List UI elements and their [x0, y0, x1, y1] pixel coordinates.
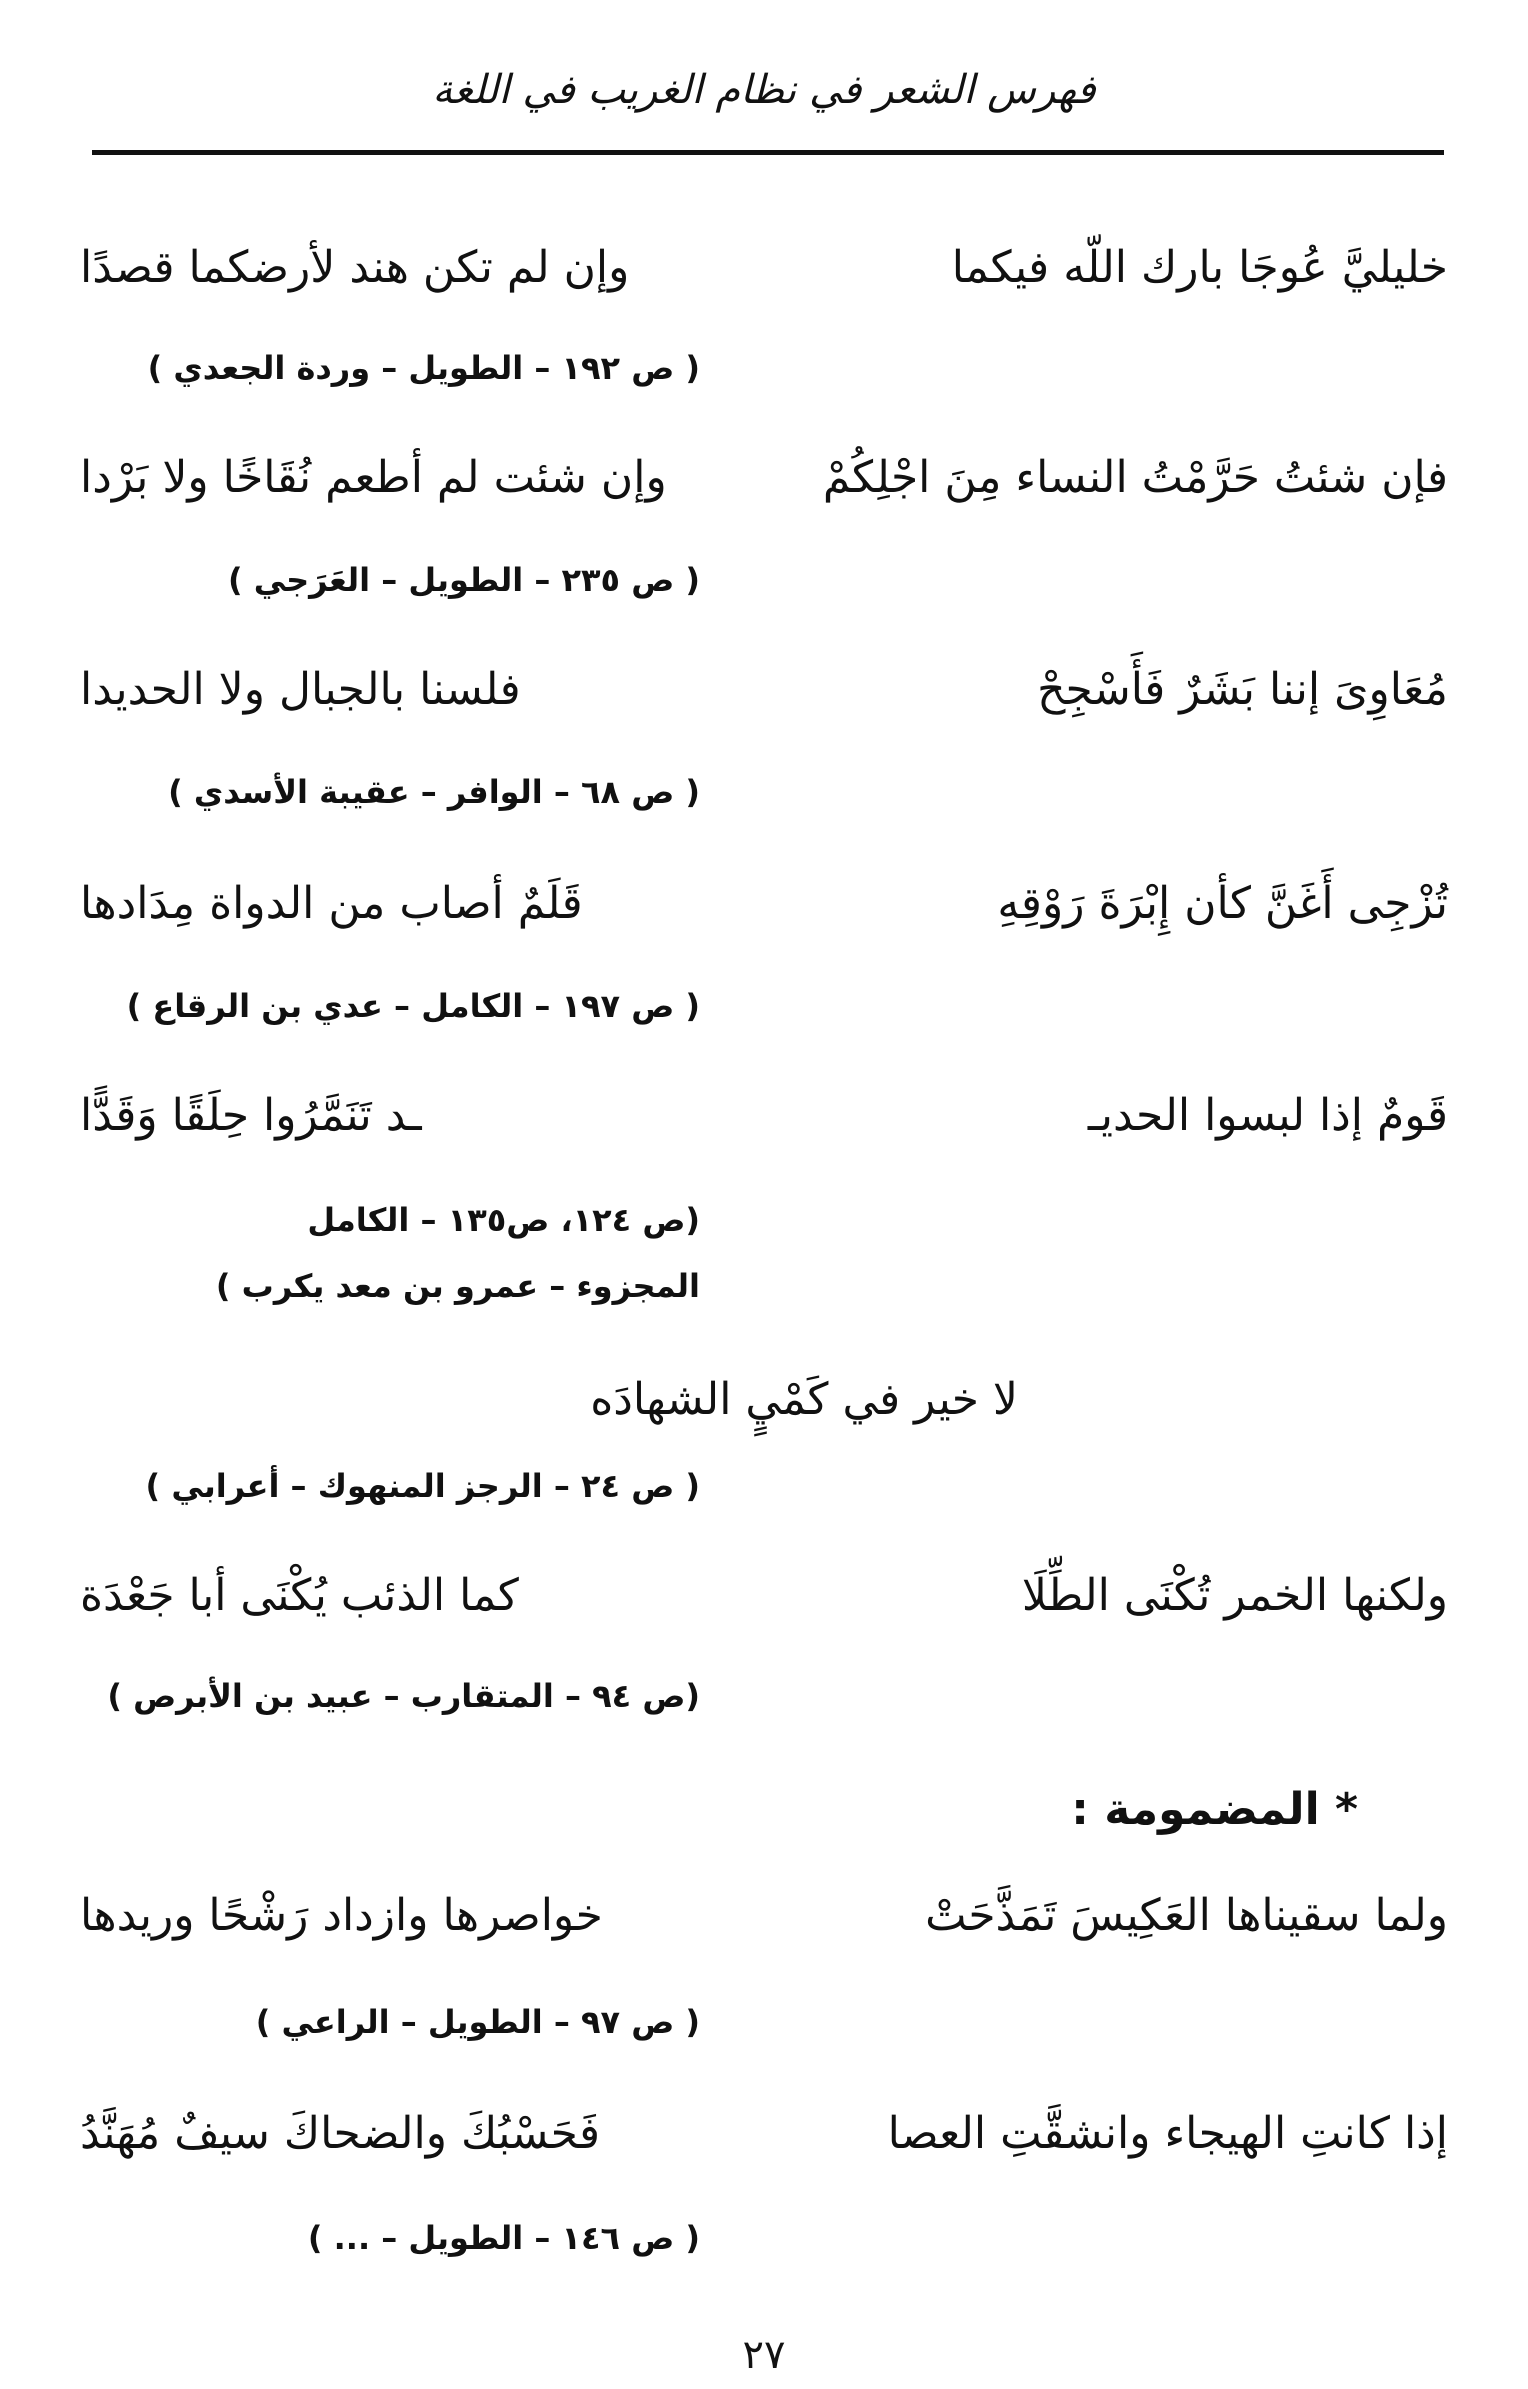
verse-6-first-hemistich: ولكنها الخمر تُكْنَى الطِّلَا [1021, 1570, 1448, 1621]
verse-4-reference: ( ص ١٩٧ – الكامل – عدي بن الرقاع ) [126, 987, 700, 1025]
verse-4-first-hemistich: تُزْجِى أَغَنَّ كأن إِبْرَةَ رَوْقِهِ [997, 878, 1448, 929]
verse-2-second-hemistich [80, 448, 700, 508]
verse-6-reference: (ص ٩٤ – المتقارب – عبيد بن الأبرص ) [107, 1677, 700, 1715]
verse-1-reference: ( ص ١٩٢ – الطويل – وردة الجعدي ) [147, 349, 700, 387]
verse-3-reference: ( ص ٦٨ – الوافر – عقيبة الأسدي ) [168, 773, 700, 811]
section-verse-2-first-hemistich: إذا كانتِ الهيجاء وانشقَّتِ العصا [887, 2108, 1448, 2159]
verse-1-first-hemistich: خليليَّ عُوجَا بارك اللّه فيكما [951, 242, 1448, 293]
section-verse-2-second-hemistich [80, 2104, 700, 2164]
section-verse-1-first-hemistich: ولما سقيناها العَكِيسَ تَمَذَّحَتْ [925, 1890, 1448, 1941]
verse-5-second-text: ـد تَنَمَّرُوا حِلَقًا وَقَدًّا [80, 1090, 422, 1141]
verse-3-first-hemistich: مُعَاوِىَ إننا بَشَرٌ فَأَسْجِحْ [1037, 664, 1448, 715]
verse-6-second-text: كما الذئب يُكْنَى أبا جَعْدَة [80, 1570, 519, 1621]
section-heading: * المضمومة : [1071, 1784, 1358, 1835]
verse-2-reference: ( ص ٢٣٥ – الطويل – العَرَجي ) [227, 561, 700, 599]
verse-4-second-hemistich [80, 874, 700, 934]
section-verse-2-second-text: فَحَسْبُكَ والضحاكَ سيفٌ مُهَنَّدُ [80, 2108, 601, 2159]
verse-3-second-hemistich [80, 660, 700, 720]
page-number: ٢٧ [742, 2332, 786, 2378]
section-verse-2-reference: ( ص ١٤٦ – الطويل – ... ) [307, 2219, 700, 2257]
verse-5-first-hemistich: قَومٌ إذا لبسوا الحديـ [1087, 1090, 1448, 1141]
verse-2-second-text: وإن شئت لم أطعم نُقَاخًا ولا بَرْدا [80, 452, 667, 503]
section-verse-1-second-hemistich [80, 1886, 700, 1946]
running-header: فهرس الشعر في نظام الغريب في اللغة [432, 67, 1096, 113]
single-verse: لا خير في كَمْيٍ الشهادَه [590, 1374, 1018, 1425]
section-verse-1-reference: ( ص ٩٧ – الطويل – الراعي ) [255, 2003, 700, 2041]
section-verse-1-second-text: خواصرها وازداد رَشْحًا وريدها [80, 1890, 603, 1941]
verse-4-second-text: قَلَمٌ أصاب من الدواة مِدَادها [80, 878, 583, 929]
verse-5-reference: (ص ١٢٤، ص١٣٥ – الكامل [307, 1201, 700, 1239]
verse-1-second-hemistich [80, 238, 700, 298]
verse-2-first-hemistich: فإن شئتُ حَرَّمْتُ النساء مِنَ اجْلِكُمْ [822, 452, 1448, 503]
verse-1-second-text: وإن لم تكن هند لأرضكما قصدًا [80, 242, 630, 293]
single-verse-reference: ( ص ٢٤ – الرجز المنهوك – أعرابي ) [145, 1467, 700, 1505]
verse-5-second-hemistich [80, 1086, 700, 1146]
verse-6-second-hemistich [80, 1566, 700, 1626]
header-rule [92, 150, 1444, 155]
verse-3-second-text: فلسنا بالجبال ولا الحديدا [80, 664, 521, 715]
verse-5-reference-line-2: المجزوء – عمرو بن معد يكرب ) [215, 1267, 700, 1305]
